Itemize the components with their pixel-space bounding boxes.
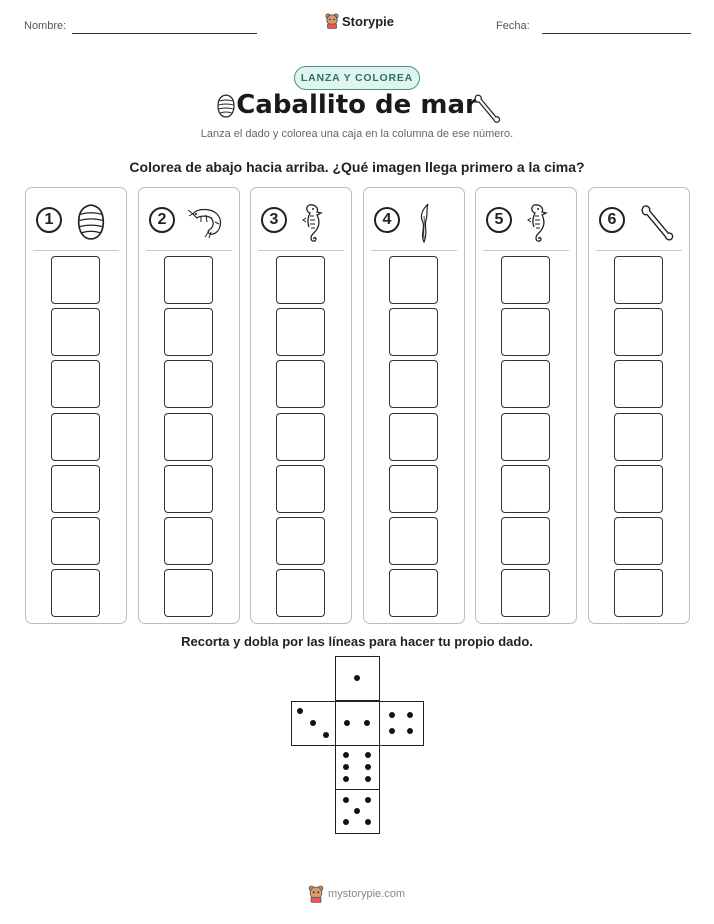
column-number: 6	[599, 207, 625, 233]
dice-pip	[365, 797, 371, 803]
color-box[interactable]	[501, 256, 550, 304]
color-box[interactable]	[276, 308, 325, 356]
color-box[interactable]	[389, 308, 438, 356]
seahorse-icon	[299, 202, 327, 249]
dice-face-4	[379, 701, 424, 746]
color-box[interactable]	[614, 256, 663, 304]
page-title: Caballito de mar	[236, 90, 478, 120]
dice-pip	[407, 712, 413, 718]
name-label: Nombre:	[24, 20, 67, 32]
column-4	[363, 187, 465, 624]
color-box[interactable]	[389, 256, 438, 304]
footer-url: mystorypie.com	[328, 888, 406, 900]
dice-face-3	[291, 701, 336, 746]
color-box[interactable]	[389, 569, 438, 617]
color-box[interactable]	[51, 569, 100, 617]
column-number: 2	[149, 207, 175, 233]
color-box[interactable]	[276, 517, 325, 565]
color-box[interactable]	[51, 308, 100, 356]
column-number: 4	[374, 207, 400, 233]
bear-mascot-icon	[325, 13, 339, 29]
dice-pip	[343, 797, 349, 803]
dice-pip	[365, 752, 371, 758]
color-box[interactable]	[389, 517, 438, 565]
date-line[interactable]	[542, 33, 691, 34]
dice-pip	[407, 728, 413, 734]
brand-name: Storypie	[342, 13, 395, 29]
seahorse-icon	[524, 202, 552, 249]
name-line[interactable]	[72, 33, 257, 34]
color-box[interactable]	[614, 413, 663, 461]
dice-pip	[343, 776, 349, 782]
column-header	[139, 202, 239, 246]
color-box[interactable]	[501, 308, 550, 356]
color-box[interactable]	[51, 360, 100, 408]
color-box[interactable]	[164, 569, 213, 617]
dice-pip	[354, 808, 360, 814]
color-box[interactable]	[389, 465, 438, 513]
column-header	[476, 202, 576, 246]
color-box[interactable]	[389, 413, 438, 461]
column-2	[138, 187, 240, 624]
dice-pip	[389, 712, 395, 718]
column-1	[25, 187, 127, 624]
column-3	[250, 187, 352, 624]
dice-pip	[364, 720, 370, 726]
dice-pip	[344, 720, 350, 726]
column-header	[364, 202, 464, 246]
column-number: 1	[36, 207, 62, 233]
dice-pip	[365, 764, 371, 770]
color-box[interactable]	[164, 256, 213, 304]
dice-pip	[354, 675, 360, 681]
subtitle: Lanza el dado y colorea una caja en la columna de ese número.	[200, 128, 514, 140]
color-box[interactable]	[614, 308, 663, 356]
color-box[interactable]	[614, 517, 663, 565]
color-box[interactable]	[614, 360, 663, 408]
column-divider	[33, 250, 119, 251]
column-header	[26, 202, 126, 246]
dice-pip	[365, 776, 371, 782]
column-divider	[258, 250, 344, 251]
color-box[interactable]	[501, 360, 550, 408]
color-box[interactable]	[276, 413, 325, 461]
dice-pip	[323, 732, 329, 738]
color-box[interactable]	[164, 308, 213, 356]
dice-face-5	[335, 789, 380, 834]
color-box[interactable]	[501, 517, 550, 565]
column-6	[588, 187, 690, 624]
footer	[308, 885, 405, 903]
color-box[interactable]	[164, 413, 213, 461]
color-box[interactable]	[51, 413, 100, 461]
column-divider	[371, 250, 457, 251]
dice-pip	[389, 728, 395, 734]
instruction: Colorea de abajo hacia arriba. ¿Qué imagen llega primero a la cima?	[129, 159, 585, 175]
dice-instruction: Recorta y dobla por las líneas para hacer tu propio dado.	[181, 634, 533, 649]
color-box[interactable]	[614, 569, 663, 617]
color-box[interactable]	[276, 569, 325, 617]
column-number: 5	[486, 207, 512, 233]
bear-mascot-icon	[308, 885, 324, 903]
brand-logo	[325, 13, 394, 29]
color-box[interactable]	[164, 517, 213, 565]
date-label: Fecha:	[496, 20, 530, 32]
dice-pip	[343, 764, 349, 770]
column-divider	[146, 250, 232, 251]
dice-pip	[310, 720, 316, 726]
color-box[interactable]	[51, 465, 100, 513]
color-box[interactable]	[501, 569, 550, 617]
color-box[interactable]	[51, 256, 100, 304]
activity-badge: LANZA Y COLOREA	[294, 66, 420, 90]
bone-icon	[472, 92, 502, 124]
color-box[interactable]	[51, 517, 100, 565]
column-5	[475, 187, 577, 624]
dice-face-6	[335, 745, 380, 790]
bone-icon	[637, 202, 677, 247]
dice-face-2	[335, 701, 380, 746]
color-box[interactable]	[389, 360, 438, 408]
clam-icon	[74, 202, 108, 247]
column-header	[589, 202, 689, 246]
dice-face-1	[335, 656, 380, 701]
color-box[interactable]	[164, 465, 213, 513]
color-box[interactable]	[501, 465, 550, 513]
color-box[interactable]	[501, 413, 550, 461]
shrimp-icon	[187, 202, 227, 247]
column-divider	[596, 250, 682, 251]
color-box[interactable]	[164, 360, 213, 408]
dice-pip	[343, 819, 349, 825]
seaweed-icon	[412, 202, 434, 249]
dice-pip	[365, 819, 371, 825]
color-box[interactable]	[276, 256, 325, 304]
column-header	[251, 202, 351, 246]
color-box[interactable]	[276, 465, 325, 513]
color-box[interactable]	[614, 465, 663, 513]
dice-pip	[343, 752, 349, 758]
dice-pip	[297, 708, 303, 714]
color-box[interactable]	[276, 360, 325, 408]
column-number: 3	[261, 207, 287, 233]
column-divider	[483, 250, 569, 251]
